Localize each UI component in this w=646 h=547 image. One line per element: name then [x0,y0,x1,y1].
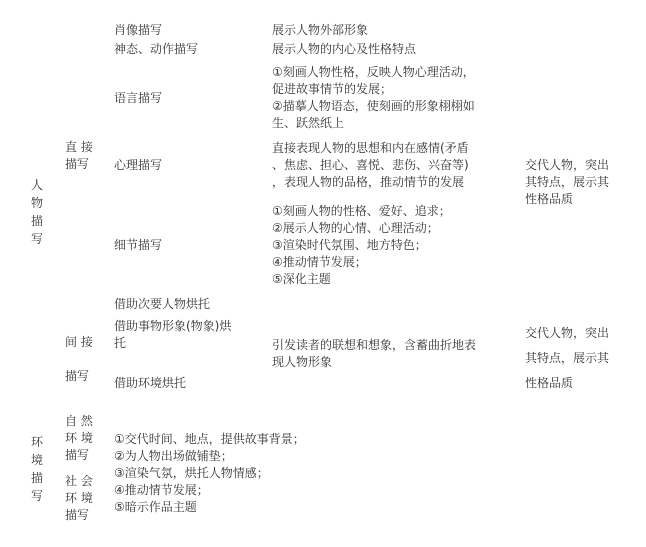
indirect-purpose: 交代人物，突出 其特点，展示其 性格品质 [525,326,610,390]
function-expression-action: 展示人物的内心及性格特点 [272,42,417,56]
indirect-description-label: 间 接 描写 [65,335,93,383]
method-portrait: 肖像描写 [114,23,163,37]
method-secondary-character: 借助次要人物烘托 [114,297,211,311]
social-environment-label: 社 会 环 境 描写 [65,474,93,522]
function-detail: ①刻画人物的性格、爱好、追求； ②展示人物的心情、心理活动； ③渲染时代氛围、地方特色； ④推动情节发展； ⑤深化主题 [272,204,451,286]
character-description-label: 人 物 描 写 [31,178,44,246]
direct-description-label: 直 接 描写 [65,140,93,171]
method-language: 语言描写 [114,91,163,105]
function-language: ①刻画人物性格，反映人物心理活动， 促进故事情节的发展； ②描摹人物语态，使刻画的形象栩栩如 生、跃然纸上 [272,65,475,130]
function-psychology: 直接表现人物的思想和内在感情(矛盾 、焦虑、担心、喜悦、悲伤、兴奋等) ，表现人物的品格，推动情节的发展 [272,141,469,189]
environment-description-label: 环 境 描 写 [31,435,44,503]
method-psychology: 心理描写 [114,158,163,172]
indirect-function: 引发读者的联想和想象，含蓄曲折地表 现人物形象 [272,338,477,369]
natural-environment-label: 自 然 环 境 描写 [65,414,93,462]
function-portrait: 展示人物外部形象 [272,23,369,37]
environment-function: ①交代时间、地点，提供故事背景； ②为人物出场做铺垫； ③渲染气氛，烘托人物情感； ④推动情节发展； ⑤暗示作品主题 [114,432,305,514]
method-expression-action: 神态、动作描写 [114,42,199,56]
method-detail: 细节描写 [114,238,163,252]
direct-purpose: 交代人物，突出 其特点，展示其 性格品质 [525,158,610,206]
method-environment: 借助环境烘托 [114,376,187,390]
method-object-image: 借助事物形象(物象)烘 托 [114,319,232,350]
